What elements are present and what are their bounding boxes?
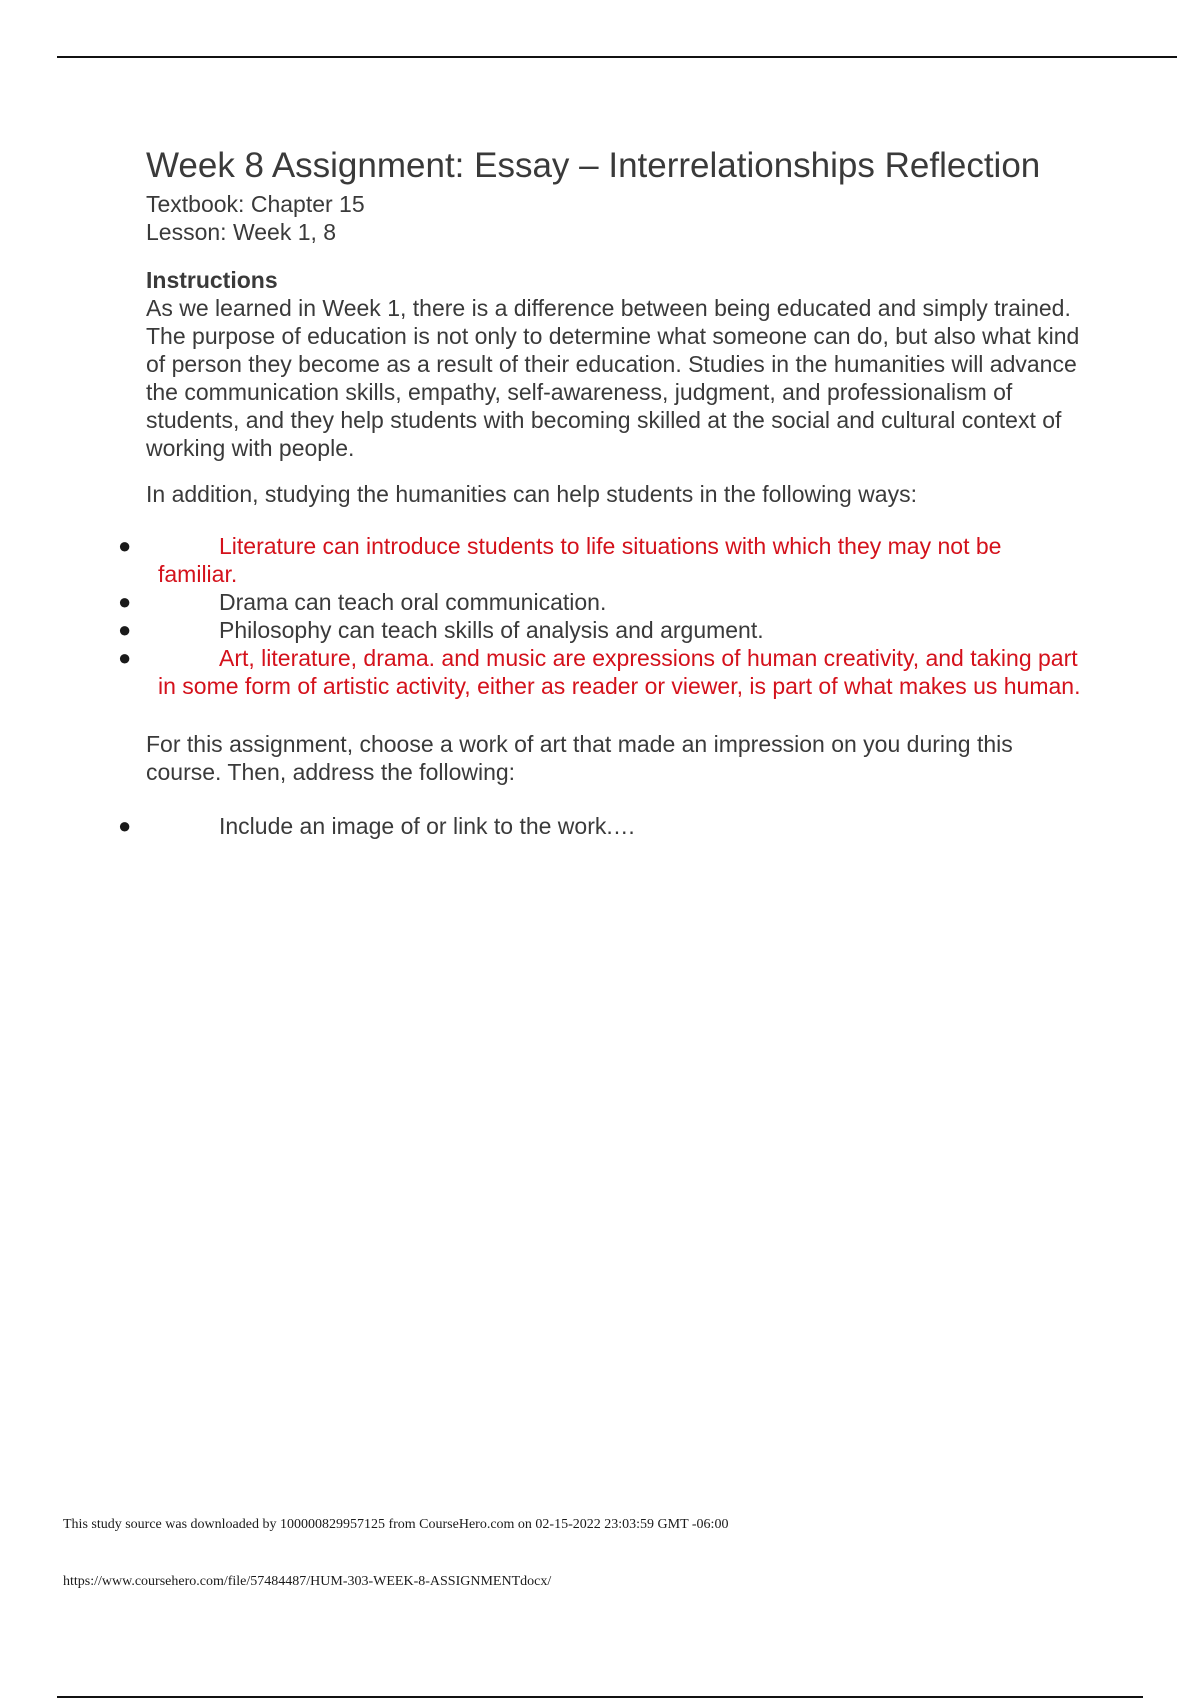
list-item-text: Drama can teach oral communication. [219,589,607,615]
top-divider [57,56,1177,58]
source-url: https://www.coursehero.com/file/57484487/HUM-303-WEEK-8-ASSIGNMENTdocx/ [63,1574,552,1589]
list-item [118,532,1086,588]
instructions-heading: Instructions [146,267,278,293]
list-item [118,588,1086,616]
document-title: Week 8 Assignment: Essay – Interrelationships Reflection [146,146,1041,185]
list-item [118,616,1086,644]
list-item [118,644,1086,700]
intro-paragraph: As we learned in Week 1, there is a difference between being educated and simply trained. The purpose of education is not only to determine what someone can do, but also what kind of person they become as a result of their education. Studies in the humanities will advance the communication skills, empathy, self-awareness, judgment, and professionalism of students, and they help students with becoming skilled at the social and cultural context of working with people. [146,295,1080,461]
assignment-paragraph: For this assignment, choose a work of art that made an impression on you during this course. Then, address the following: [146,731,1013,785]
ways-paragraph: In addition, studying the humanities can help students in the following ways: [146,481,917,507]
document-body [118,142,1086,840]
list-item [118,812,1086,840]
list-item-text: Include an image of or link to the work.… [219,813,636,839]
lesson-reference: Lesson: Week 1, 8 [146,219,337,245]
bullet-icon: ● [118,813,132,838]
humanities-benefits-list [118,532,1086,700]
textbook-reference: Textbook: Chapter 15 [146,191,365,217]
list-item-text: Philosophy can teach skills of analysis and argument. [219,617,764,643]
bullet-icon: ● [118,617,132,642]
bullet-icon: ● [118,589,132,614]
list-item-text: Literature can introduce students to life situations with which they may not be familiar. [158,533,1002,587]
bullet-icon: ● [118,533,132,558]
download-notice: This study source was downloaded by 100000829957125 from CourseHero.com on 02-15-2022 23:03:59 GMT -06:00 [63,1517,729,1532]
assignment-requirements-list [118,812,1086,840]
bottom-divider [57,1696,1143,1698]
list-item-text: Art, literature, drama. and music are expressions of human creativity, and taking part in some form of artistic activity, either as reader or viewer, is part of what makes us human. [158,645,1081,699]
bullet-icon: ● [118,645,132,670]
